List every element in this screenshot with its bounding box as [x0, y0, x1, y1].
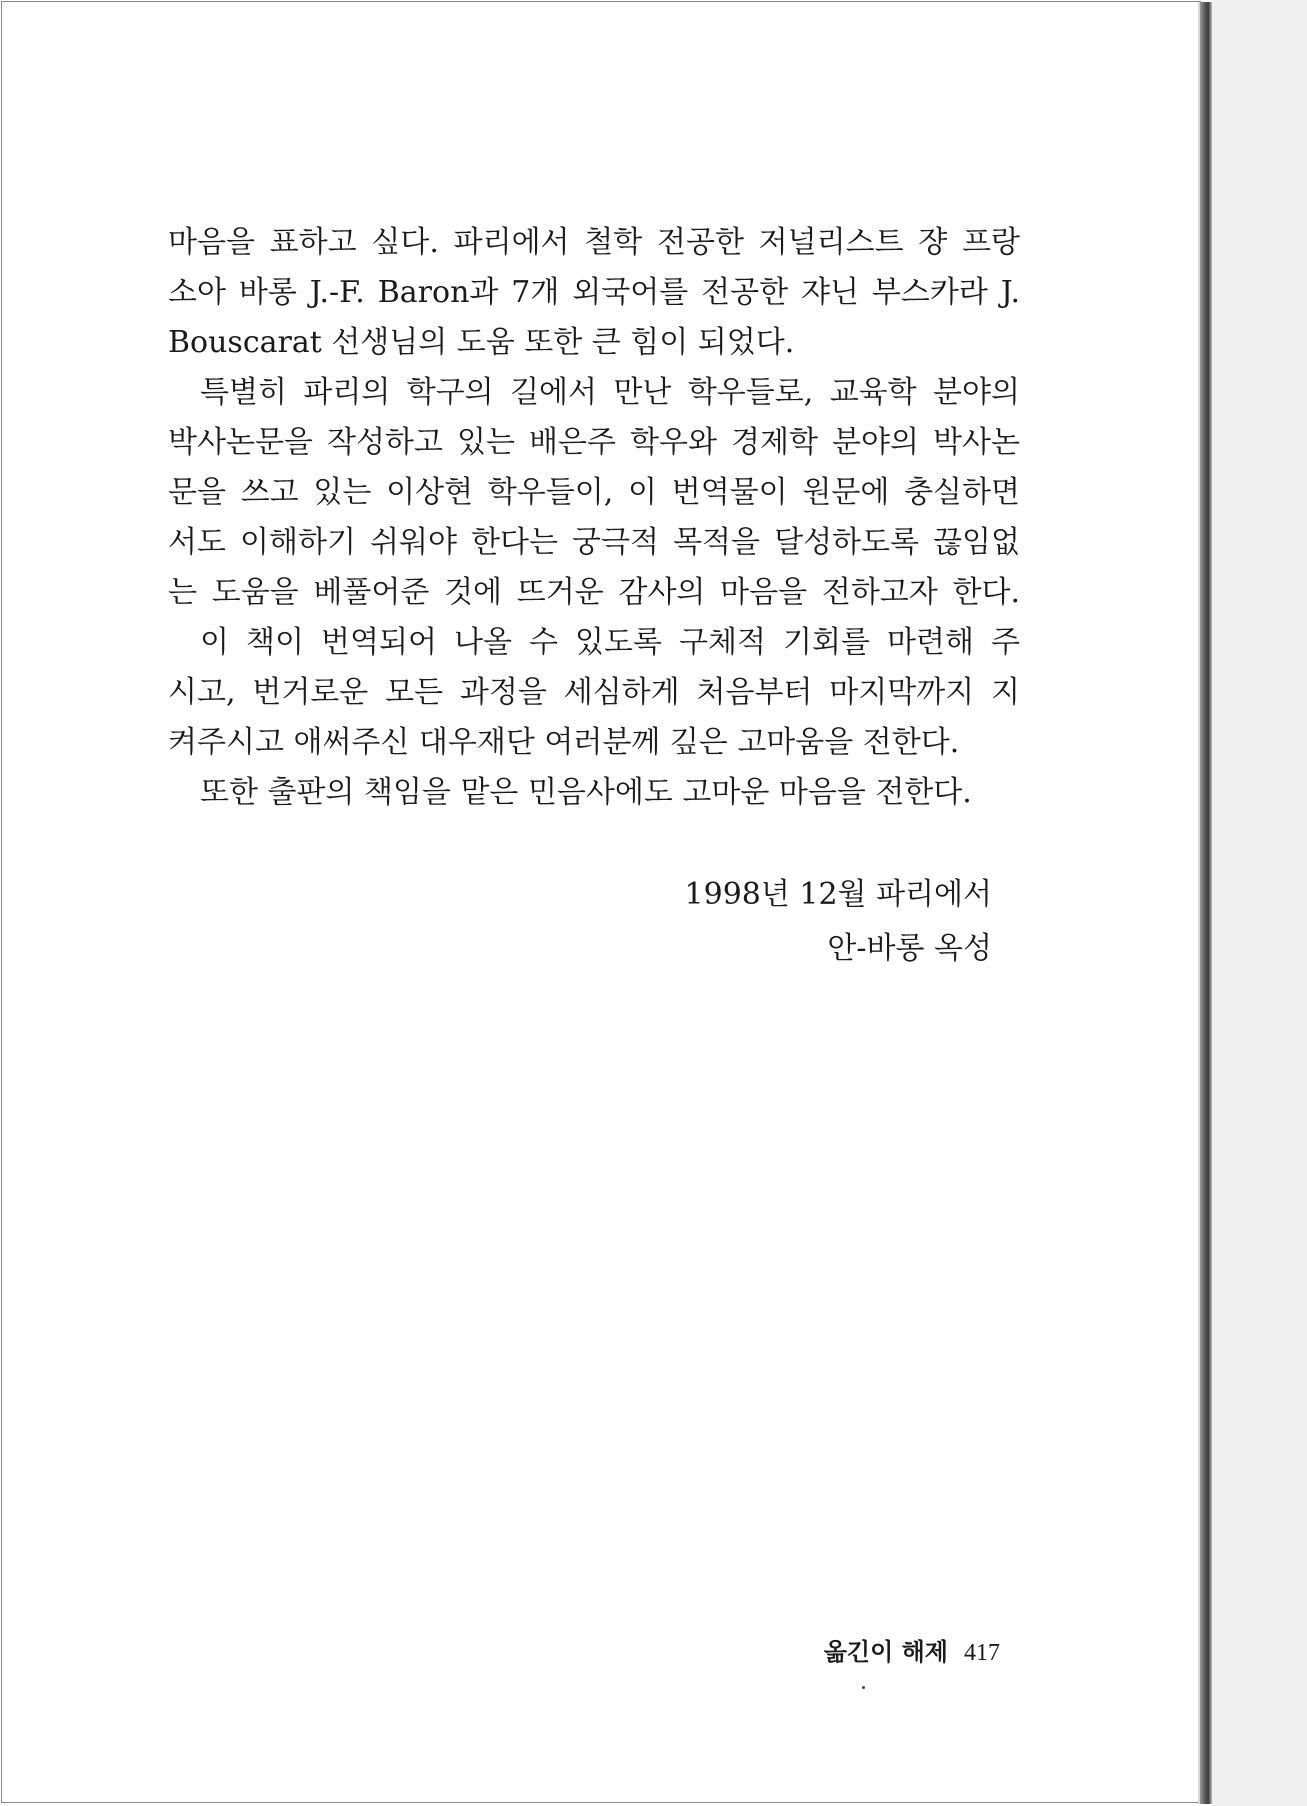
text-line: Bouscarat 선생님의 도움 또한 큰 힘이 되었다. [168, 325, 795, 360]
text-line: 이 책이 번역되어 나올 수 있도록 구체적 기회를 마련해 주 [200, 625, 1020, 660]
text-line: 또한 출판의 책임을 맡은 민음사에도 고마운 마음을 전한다. [200, 775, 972, 810]
page-edge-shadow [1200, 2, 1212, 1804]
text-line: 켜주시고 애써주신 대우재단 여러분께 깊은 고마움을 전한다. [168, 725, 960, 760]
signature-block [600, 868, 992, 976]
signature-author: 안-바롱 옥성 [827, 931, 992, 966]
text-line: 박사논문을 작성하고 있는 배은주 학우와 경제학 분야의 박사논 [168, 425, 1020, 460]
text-line: 서도 이해하기 쉬워야 한다는 궁극적 목적을 달성하도록 끊임없 [168, 525, 1020, 560]
running-footer-section: 옮긴이 해제 [823, 1637, 948, 1666]
page-footer [760, 1632, 1000, 1667]
text-line: 는 도움을 베풀어준 것에 뜨거운 감사의 마음을 전하고자 한다. [168, 575, 1020, 610]
text-line: 특별히 파리의 학구의 길에서 만난 학우들로, 교육학 분야의 [200, 375, 1020, 410]
signature-date-place: 1998년 12월 파리에서 [684, 877, 992, 912]
print-speck [862, 1686, 865, 1689]
background-margin [1212, 0, 1307, 1806]
body-text [168, 218, 1020, 818]
text-line: 마음을 표하고 싶다. 파리에서 철학 전공한 저널리스트 쟝 프랑 [168, 225, 1020, 260]
text-line: 문을 쓰고 있는 이상현 학우들이, 이 번역물이 원문에 충실하면 [168, 475, 1020, 510]
text-line: 소아 바롱 J.-F. Baron과 7개 외국어를 전공한 쟈닌 부스카라 J. [168, 275, 1020, 310]
text-line: 시고, 번거로운 모든 과정을 세심하게 처음부터 마지막까지 지 [168, 675, 1020, 710]
page-number: 417 [964, 1640, 1000, 1666]
